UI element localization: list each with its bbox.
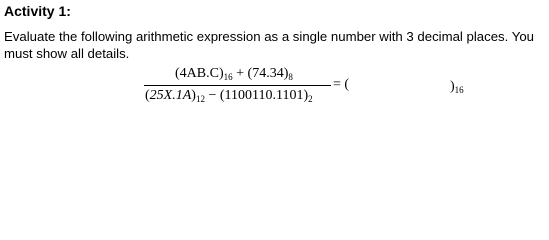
instructions-paragraph — [4, 28, 544, 62]
numerator-operator: + — [236, 66, 245, 81]
fraction-bar — [144, 85, 331, 86]
denominator-term1-close: ) — [191, 88, 196, 103]
denominator-term2-base: 2 — [308, 94, 313, 104]
result-close-paren: ) — [450, 79, 455, 94]
denominator-term1-digits: 25X.1A — [149, 88, 192, 103]
numerator-term2-digits: 74.34 — [252, 66, 284, 81]
instructions-line-1: Evaluate the following arithmetic expression as a single number with 3 decimal places. You — [4, 29, 534, 44]
numerator-term1-digits: 4AB.C — [179, 66, 219, 81]
fraction-numerator — [175, 66, 293, 82]
numerator-term2-base: 8 — [288, 72, 293, 82]
denominator-operator: − — [208, 88, 217, 103]
numerator-term2-open: ( — [247, 66, 253, 81]
instructions-line-2: must show all details. — [4, 46, 130, 61]
numerator-term2-close: ) — [283, 66, 289, 81]
numerator-term1-base: 16 — [223, 72, 233, 82]
numerator-term1-close: ) — [218, 66, 224, 81]
denominator-term2-close: ) — [303, 88, 309, 103]
fraction-denominator — [145, 88, 313, 104]
denominator-term1-open: ( — [145, 88, 150, 103]
activity-heading: Activity 1: — [4, 3, 71, 19]
result-equals-open — [333, 77, 349, 93]
equals-sign: = — [333, 77, 341, 92]
denominator-term2-open: ( — [219, 88, 225, 103]
result-close — [450, 79, 464, 95]
result-open-paren: ( — [344, 77, 350, 92]
denominator-term1-base: 12 — [195, 94, 205, 104]
denominator-term2-digits: 1100110.1101 — [224, 88, 304, 103]
numerator-term1-open: ( — [175, 66, 180, 81]
result-base: 16 — [454, 85, 464, 95]
